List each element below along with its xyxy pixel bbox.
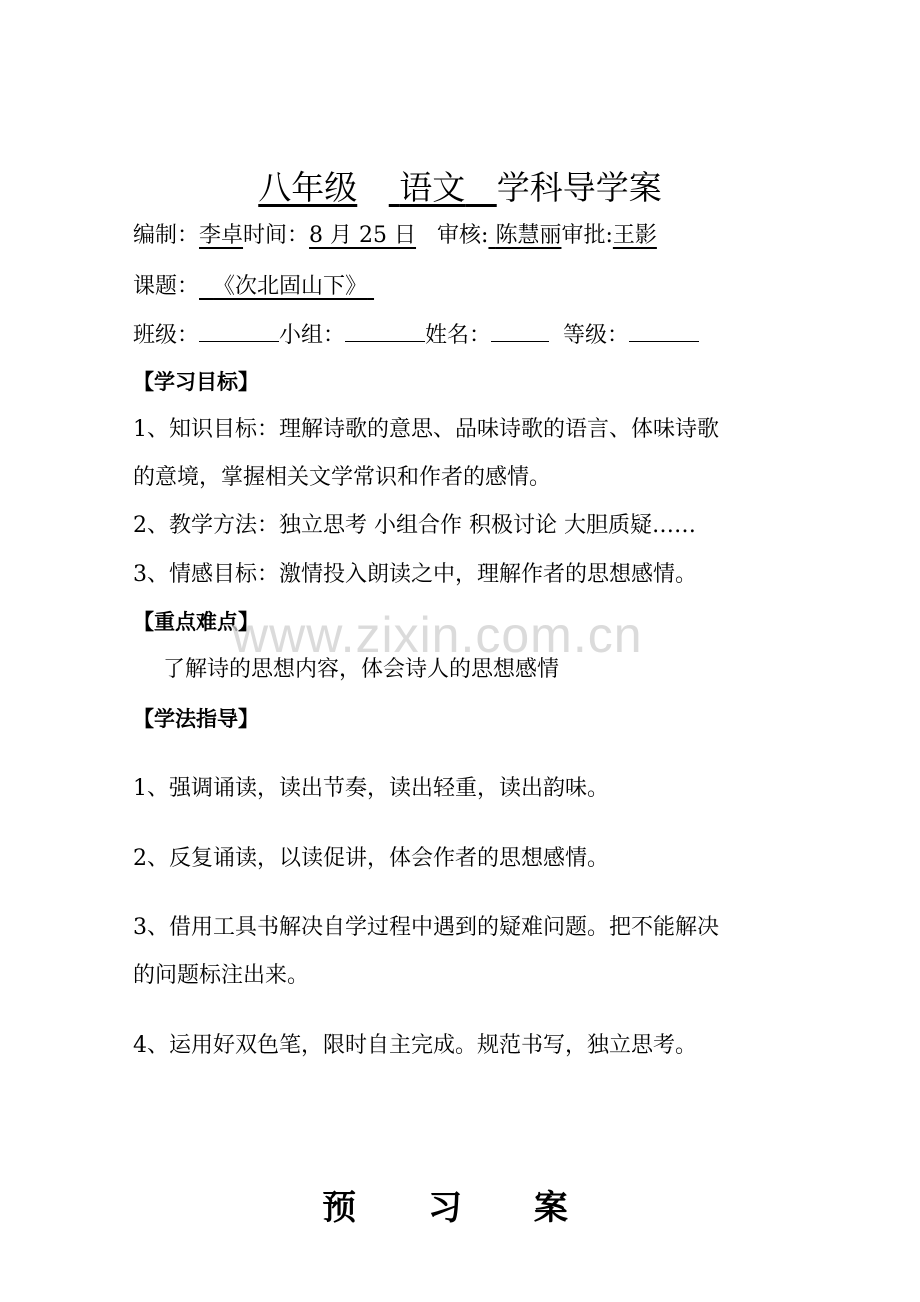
reviewer-text: 陈慧丽: [495, 223, 562, 248]
method-line-1: 1、强调诵读，读出节奏，读出轻重，读出韵味。: [133, 776, 609, 801]
topic-line: [133, 269, 374, 300]
meta-gap: [416, 223, 437, 248]
method-heading: 【学法指导】: [133, 707, 259, 731]
name-label: 姓名：: [425, 323, 492, 348]
goal-line-1: 1、知识目标：理解诗歌的意思、品味诗歌的语言、体味诗歌: [133, 417, 719, 442]
goal-line-3: 2、教学方法：独立思考 小组合作 积极讨论 大胆质疑……: [133, 513, 696, 538]
compiler-value: 李卓: [199, 223, 244, 248]
group-label: 小组：: [279, 323, 346, 348]
method-line-3: 3、借用工具书解决自学过程中遇到的疑难问题。把不能解决: [133, 915, 719, 940]
goals-heading: 【学习目标】: [133, 370, 259, 394]
key-text: 了解诗的思想内容，体会诗人的思想感情: [163, 657, 560, 682]
method-line-5: 4、运用好双色笔，限时自主完成。规范书写，独立思考。: [133, 1033, 697, 1058]
grade: 八年级: [258, 168, 358, 207]
goal-line-2: 的意境，掌握相关文学常识和作者的感情。: [133, 465, 552, 490]
watermark: www.zixin.com.cn: [232, 607, 643, 663]
method-line-4: 的问题标注出来。: [133, 963, 310, 988]
key-heading: 【重点难点】: [133, 610, 259, 634]
approve-label: 审批:: [561, 223, 613, 248]
compiler-label: 编制：: [133, 223, 200, 248]
name-blank[interactable]: [491, 321, 549, 342]
title-suffix: 学科导学案: [496, 168, 662, 207]
subject: [389, 168, 497, 207]
level-blank[interactable]: [629, 321, 699, 342]
method-line-2: 2、反复诵读，以读促讲，体会作者的思想感情。: [133, 846, 609, 871]
student-fields-line: [133, 318, 699, 349]
title-gap: [368, 168, 379, 207]
topic-text: 《次北固山下》: [213, 274, 368, 299]
reviewer-value: [488, 223, 561, 248]
fields-gap: [549, 323, 563, 348]
level-label: 等级：: [563, 323, 630, 348]
topic-label: 课题：: [133, 274, 200, 299]
preview-section-title: 预 习 案: [322, 1188, 598, 1228]
approver-value: 王影: [612, 223, 657, 248]
group-blank[interactable]: [345, 321, 425, 342]
time-value: 8 月 25 日: [309, 223, 417, 248]
review-label: 审核:: [437, 223, 489, 248]
page-title: [0, 162, 920, 209]
subject-text: 语文: [399, 168, 466, 207]
class-label: 班级：: [133, 323, 200, 348]
topic-value: [199, 274, 374, 299]
class-blank[interactable]: [199, 321, 279, 342]
time-label: 时间：: [243, 223, 310, 248]
meta-line: [133, 218, 657, 249]
goal-line-4: 3、情感目标：激情投入朗读之中，理解作者的思想感情。: [133, 562, 697, 587]
